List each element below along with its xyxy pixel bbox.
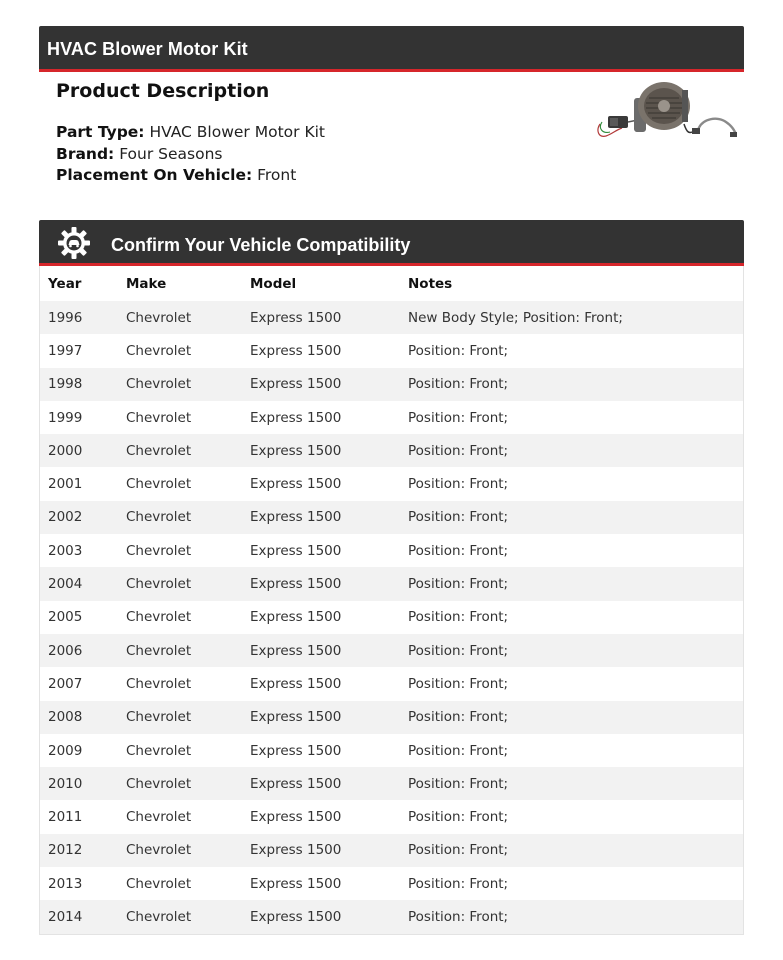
cell-notes: Position: Front; (408, 875, 509, 892)
cell-model: Express 1500 (250, 742, 342, 759)
cell-make: Chevrolet (126, 642, 192, 659)
cell-year: 2011 (48, 809, 83, 826)
table-row (40, 701, 743, 734)
placement-label: Placement On Vehicle: (56, 166, 253, 184)
cell-year: 2008 (48, 709, 83, 726)
cell-model: Express 1500 (250, 509, 342, 526)
cell-make: Chevrolet (126, 409, 192, 426)
table-row (40, 567, 743, 600)
cell-notes: Position: Front; (408, 442, 509, 459)
cell-year: 2004 (48, 576, 83, 593)
table-row (40, 900, 743, 933)
description-heading: Product Description (56, 80, 270, 102)
cell-notes: Position: Front; (408, 742, 509, 759)
table-row (40, 867, 743, 900)
cell-notes: Position: Front; (408, 342, 509, 359)
table-row (40, 434, 743, 467)
cell-notes: Position: Front; (408, 576, 509, 593)
cell-model: Express 1500 (250, 309, 342, 326)
column-header-make: Make (126, 275, 167, 292)
cell-notes: Position: Front; (408, 709, 509, 726)
cell-year: 2012 (48, 842, 83, 859)
cell-model: Express 1500 (250, 576, 342, 593)
cell-notes: Position: Front; (408, 775, 509, 792)
cell-model: Express 1500 (250, 409, 342, 426)
compatibility-banner (39, 220, 744, 266)
table-row (40, 767, 743, 800)
cell-model: Express 1500 (250, 809, 342, 826)
cell-model: Express 1500 (250, 908, 342, 925)
table-row (40, 734, 743, 767)
cell-make: Chevrolet (126, 376, 192, 393)
cell-model: Express 1500 (250, 875, 342, 892)
cell-model: Express 1500 (250, 842, 342, 859)
placement-value: Front (257, 166, 297, 184)
cell-year: 2013 (48, 875, 83, 892)
cell-make: Chevrolet (126, 842, 192, 859)
cell-year: 2002 (48, 509, 83, 526)
cell-model: Express 1500 (250, 609, 342, 626)
cell-model: Express 1500 (250, 442, 342, 459)
cell-year: 2006 (48, 642, 83, 659)
cell-notes: Position: Front; (408, 675, 509, 692)
cell-make: Chevrolet (126, 542, 192, 559)
cell-make: Chevrolet (126, 709, 192, 726)
cell-model: Express 1500 (250, 675, 342, 692)
cell-notes: Position: Front; (408, 509, 509, 526)
table-row (40, 800, 743, 833)
compatibility-title: Confirm Your Vehicle Compatibility (111, 235, 411, 255)
cell-notes: Position: Front; (408, 609, 509, 626)
table-row (40, 667, 743, 700)
cell-model: Express 1500 (250, 376, 342, 393)
product-title: HVAC Blower Motor Kit (47, 39, 248, 59)
table-row (40, 834, 743, 867)
cell-model: Express 1500 (250, 709, 342, 726)
cell-make: Chevrolet (126, 908, 192, 925)
cell-make: Chevrolet (126, 476, 192, 493)
cell-make: Chevrolet (126, 775, 192, 792)
cell-notes: Position: Front; (408, 642, 509, 659)
cell-notes: Position: Front; (408, 542, 509, 559)
cell-make: Chevrolet (126, 675, 192, 692)
cell-notes: Position: Front; (408, 476, 509, 493)
cell-make: Chevrolet (126, 609, 192, 626)
cell-make: Chevrolet (126, 875, 192, 892)
table-row (40, 601, 743, 634)
table-row (40, 368, 743, 401)
product-description (56, 78, 576, 187)
part-type-label: Part Type: (56, 123, 145, 141)
table-row (40, 301, 743, 334)
table-header-row (40, 266, 743, 301)
blower-motor-kit-image (594, 80, 738, 146)
cell-notes: Position: Front; (408, 376, 509, 393)
cell-notes: Position: Front; (408, 908, 509, 925)
part-type-line (56, 122, 576, 144)
table-row (40, 634, 743, 667)
column-header-year: Year (48, 275, 82, 292)
cell-year: 2005 (48, 609, 83, 626)
cell-model: Express 1500 (250, 342, 342, 359)
cell-year: 2003 (48, 542, 83, 559)
brand-line (56, 144, 576, 166)
cell-year: 1997 (48, 342, 83, 359)
cell-model: Express 1500 (250, 775, 342, 792)
cell-year: 2010 (48, 775, 83, 792)
compatibility-table (39, 266, 744, 935)
cell-make: Chevrolet (126, 342, 192, 359)
cell-model: Express 1500 (250, 542, 342, 559)
cell-year: 1996 (48, 309, 83, 326)
table-row (40, 467, 743, 500)
gear-car-icon (57, 226, 91, 260)
cell-year: 2001 (48, 476, 83, 493)
cell-make: Chevrolet (126, 576, 192, 593)
table-row (40, 534, 743, 567)
cell-make: Chevrolet (126, 442, 192, 459)
cell-notes: Position: Front; (408, 409, 509, 426)
part-type-value: HVAC Blower Motor Kit (149, 123, 325, 141)
cell-model: Express 1500 (250, 476, 342, 493)
cell-notes: New Body Style; Position: Front; (408, 309, 623, 326)
cell-model: Express 1500 (250, 642, 342, 659)
cell-make: Chevrolet (126, 509, 192, 526)
cell-notes: Position: Front; (408, 809, 509, 826)
cell-year: 2000 (48, 442, 83, 459)
table-row (40, 501, 743, 534)
cell-make: Chevrolet (126, 809, 192, 826)
column-header-model: Model (250, 275, 297, 292)
cell-make: Chevrolet (126, 742, 192, 759)
placement-line (56, 165, 576, 187)
product-title-banner (39, 26, 744, 72)
cell-year: 2014 (48, 908, 83, 925)
brand-value: Four Seasons (119, 144, 223, 163)
cell-make: Chevrolet (126, 309, 192, 326)
table-row (40, 401, 743, 434)
column-header-notes: Notes (408, 275, 453, 292)
cell-notes: Position: Front; (408, 842, 509, 859)
cell-year: 2007 (48, 675, 83, 692)
table-row (40, 334, 743, 367)
cell-year: 2009 (48, 742, 83, 759)
cell-year: 1999 (48, 409, 83, 426)
brand-label: Brand: (56, 144, 115, 163)
cell-year: 1998 (48, 376, 83, 393)
